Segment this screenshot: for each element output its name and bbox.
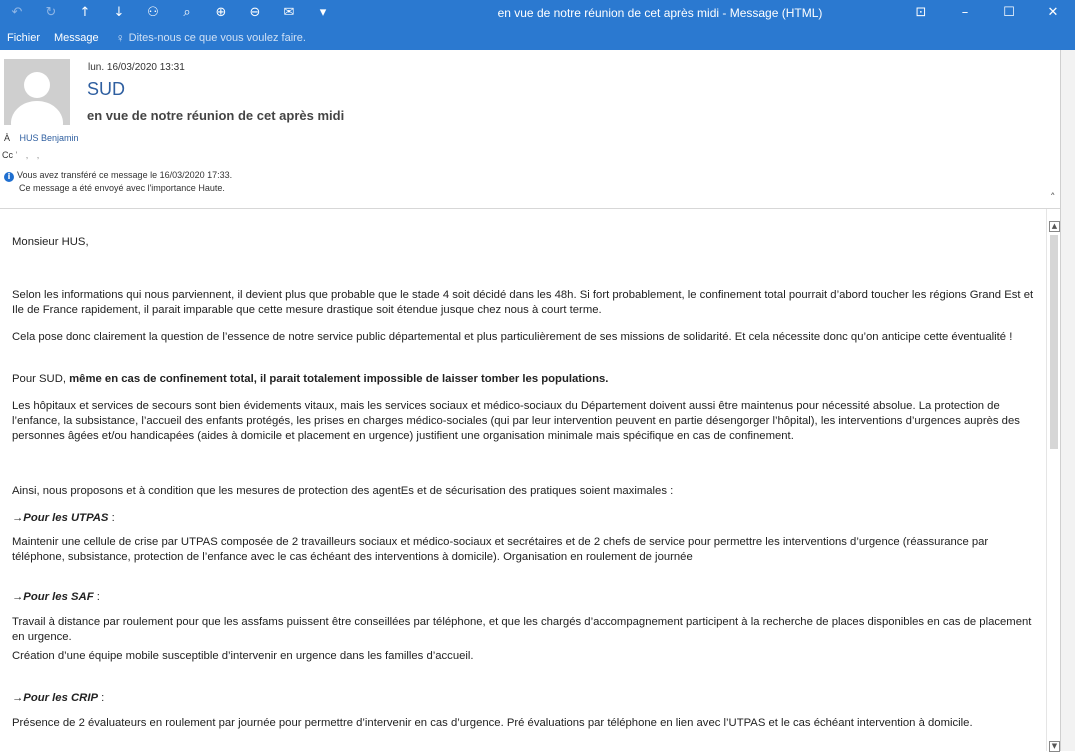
ribbon-display-icon[interactable]: ⊡ (915, 4, 927, 20)
find-icon[interactable]: ⌕ (183, 4, 191, 20)
close-icon[interactable]: ✕ (1047, 4, 1059, 20)
down-arrow-icon[interactable]: ↓ (113, 4, 125, 20)
tab-message[interactable]: Message (54, 32, 99, 44)
to-label: À (4, 133, 11, 143)
utpas-colon: : (108, 512, 115, 524)
title-bar (0, 0, 1075, 50)
crip-text: Présence de 2 évaluateurs en roulement par journée pour permettre d’intervenir en cas d’urgence. Pré évaluations par téléphone en lien avec l’UTPAS et le cas échéant intervention à domicile. (12, 717, 973, 729)
info-importance: Ce message a été envoyé avec l'importance Haute. (19, 183, 225, 193)
person-icon (4, 59, 70, 125)
message-subject: en vue de notre réunion de cet après midi (87, 108, 345, 123)
window-title: en vue de notre réunion de cet après midi - Message (HTML) (497, 6, 823, 20)
undo-icon[interactable]: ↶ (11, 4, 23, 20)
cc-label: Cc (2, 150, 13, 160)
crip-title: →Pour les CRIP (12, 692, 99, 704)
scroll-thumb[interactable] (1050, 235, 1058, 449)
message-body (0, 209, 1046, 751)
minimize-icon[interactable]: – (961, 4, 969, 20)
scroll-down-icon[interactable]: ▼ (1049, 741, 1060, 752)
to-line (4, 133, 79, 143)
maximize-icon[interactable]: ☐ (1003, 4, 1015, 20)
lightbulb-icon: ♀ (115, 31, 125, 45)
zoom-out-icon[interactable]: ⊖ (249, 4, 261, 20)
paragraph-1: Selon les informations qui nous parviennent, il devient plus que probable que le stade 4 soit décidé dans les 48h. Si fort probablement, le confinement total pourrait d’abord toucher les régions Grand Est et Ile de France rapidement, il parait imparable que cette mesure drastique soit étendue jusque chez nous à court terme. (12, 289, 1034, 316)
up-arrow-icon[interactable]: ↑ (79, 4, 91, 20)
window-controls (899, 0, 1075, 24)
sender-name[interactable]: SUD (87, 79, 126, 99)
avatar (4, 59, 70, 125)
greeting: Monsieur HUS, (12, 236, 89, 248)
tell-me-box[interactable] (106, 31, 306, 45)
paragraph-3 (12, 372, 1042, 387)
utpas-text: Maintenir une cellule de crise par UTPAS composée de 2 travailleurs sociaux et médico-sociaux et secrétaires et de 2 chefs de service pour permettre les interventions d’urgence (réassurance par téléphone, subsistance, protection de l’enfance avec le cas échéant des interventions à domicile). Organisation en roulement de journée (12, 536, 989, 563)
crip-colon: : (98, 692, 105, 704)
saf-heading (12, 590, 1042, 605)
tab-fichier[interactable]: Fichier (7, 32, 41, 44)
reply-icon[interactable]: ⚇ (147, 4, 159, 20)
utpas-heading (12, 511, 1042, 526)
to-recipient[interactable]: HUS Benjamin (19, 133, 79, 143)
info-forwarded: Vous avez transféré ce message le 16/03/2020 17:33. (17, 170, 233, 180)
cc-recipients[interactable]: ' , , (15, 150, 43, 160)
ribbon-tabs (0, 27, 306, 49)
paragraph-5: Ainsi, nous proposons et à condition que les mesures de protection des agentEs et de sécurisation des pratiques soient maximales : (12, 485, 674, 497)
crip-heading (12, 691, 1042, 706)
background-window-strip (1060, 50, 1075, 751)
saf-title: →Pour les SAF (12, 591, 94, 603)
mail-icon[interactable]: ✉ (283, 4, 295, 20)
collapse-header-icon[interactable]: ˄ (1050, 191, 1056, 204)
scroll-up-icon[interactable]: ▲ (1049, 221, 1060, 232)
redo-icon[interactable]: ↻ (45, 4, 57, 20)
quick-access-toolbar (0, 0, 340, 24)
paragraph-3-prefix: Pour SUD, (12, 373, 70, 385)
message-date: lun. 16/03/2020 13:31 (88, 62, 185, 73)
paragraph-2: Cela pose donc clairement la question de l’essence de notre service public départemental et plus particulièrement de ses missions de solidarité. Et cela nécessite donc qu’on anticipe cette éventualité ! (12, 331, 1013, 343)
saf-text-1: Travail à distance par roulement pour que les assfams puissent être conseillées par téléphone, et que les chargés d’accompagnement participent à la recherche de places disponibles en cas de placement en urgence. (12, 616, 1032, 643)
info-bar (4, 169, 232, 194)
zoom-in-icon[interactable]: ⊕ (215, 4, 227, 20)
cc-line (2, 150, 42, 160)
paragraph-3-bold: même en cas de confinement total, il parait totalement impossible de laisser tomber les populations. (69, 373, 609, 385)
paragraph-4: Les hôpitaux et services de secours sont bien évidements vitaux, mais les services sociaux et médico-sociaux du Département doivent aussi être maintenus pour nécessité absolue. La protection de l’enfance, la subsistance, l’accueil des enfants protégés, les prises en charges médico-sociales (qui par leur intervention peuvent en partie désengorger l’hôpital), les interventions d’urgences auprès des personnes âgées et/ou handicapées (aides à domicile et placement en urgence) justifient une organisation minimale mais spécifique en cas de confinement. (12, 400, 1020, 442)
saf-text-2: Création d’une équipe mobile susceptible d’intervenir en urgence dans les familles d’accueil. (12, 650, 474, 662)
customize-dropdown-icon[interactable]: ▾ (319, 4, 327, 20)
utpas-title: →Pour les UTPAS (12, 512, 109, 524)
saf-colon: : (93, 591, 100, 603)
tell-me-text: Dites-nous ce que vous voulez faire. (128, 32, 306, 44)
info-icon: i (4, 172, 14, 182)
vertical-scrollbar[interactable] (1046, 209, 1061, 751)
